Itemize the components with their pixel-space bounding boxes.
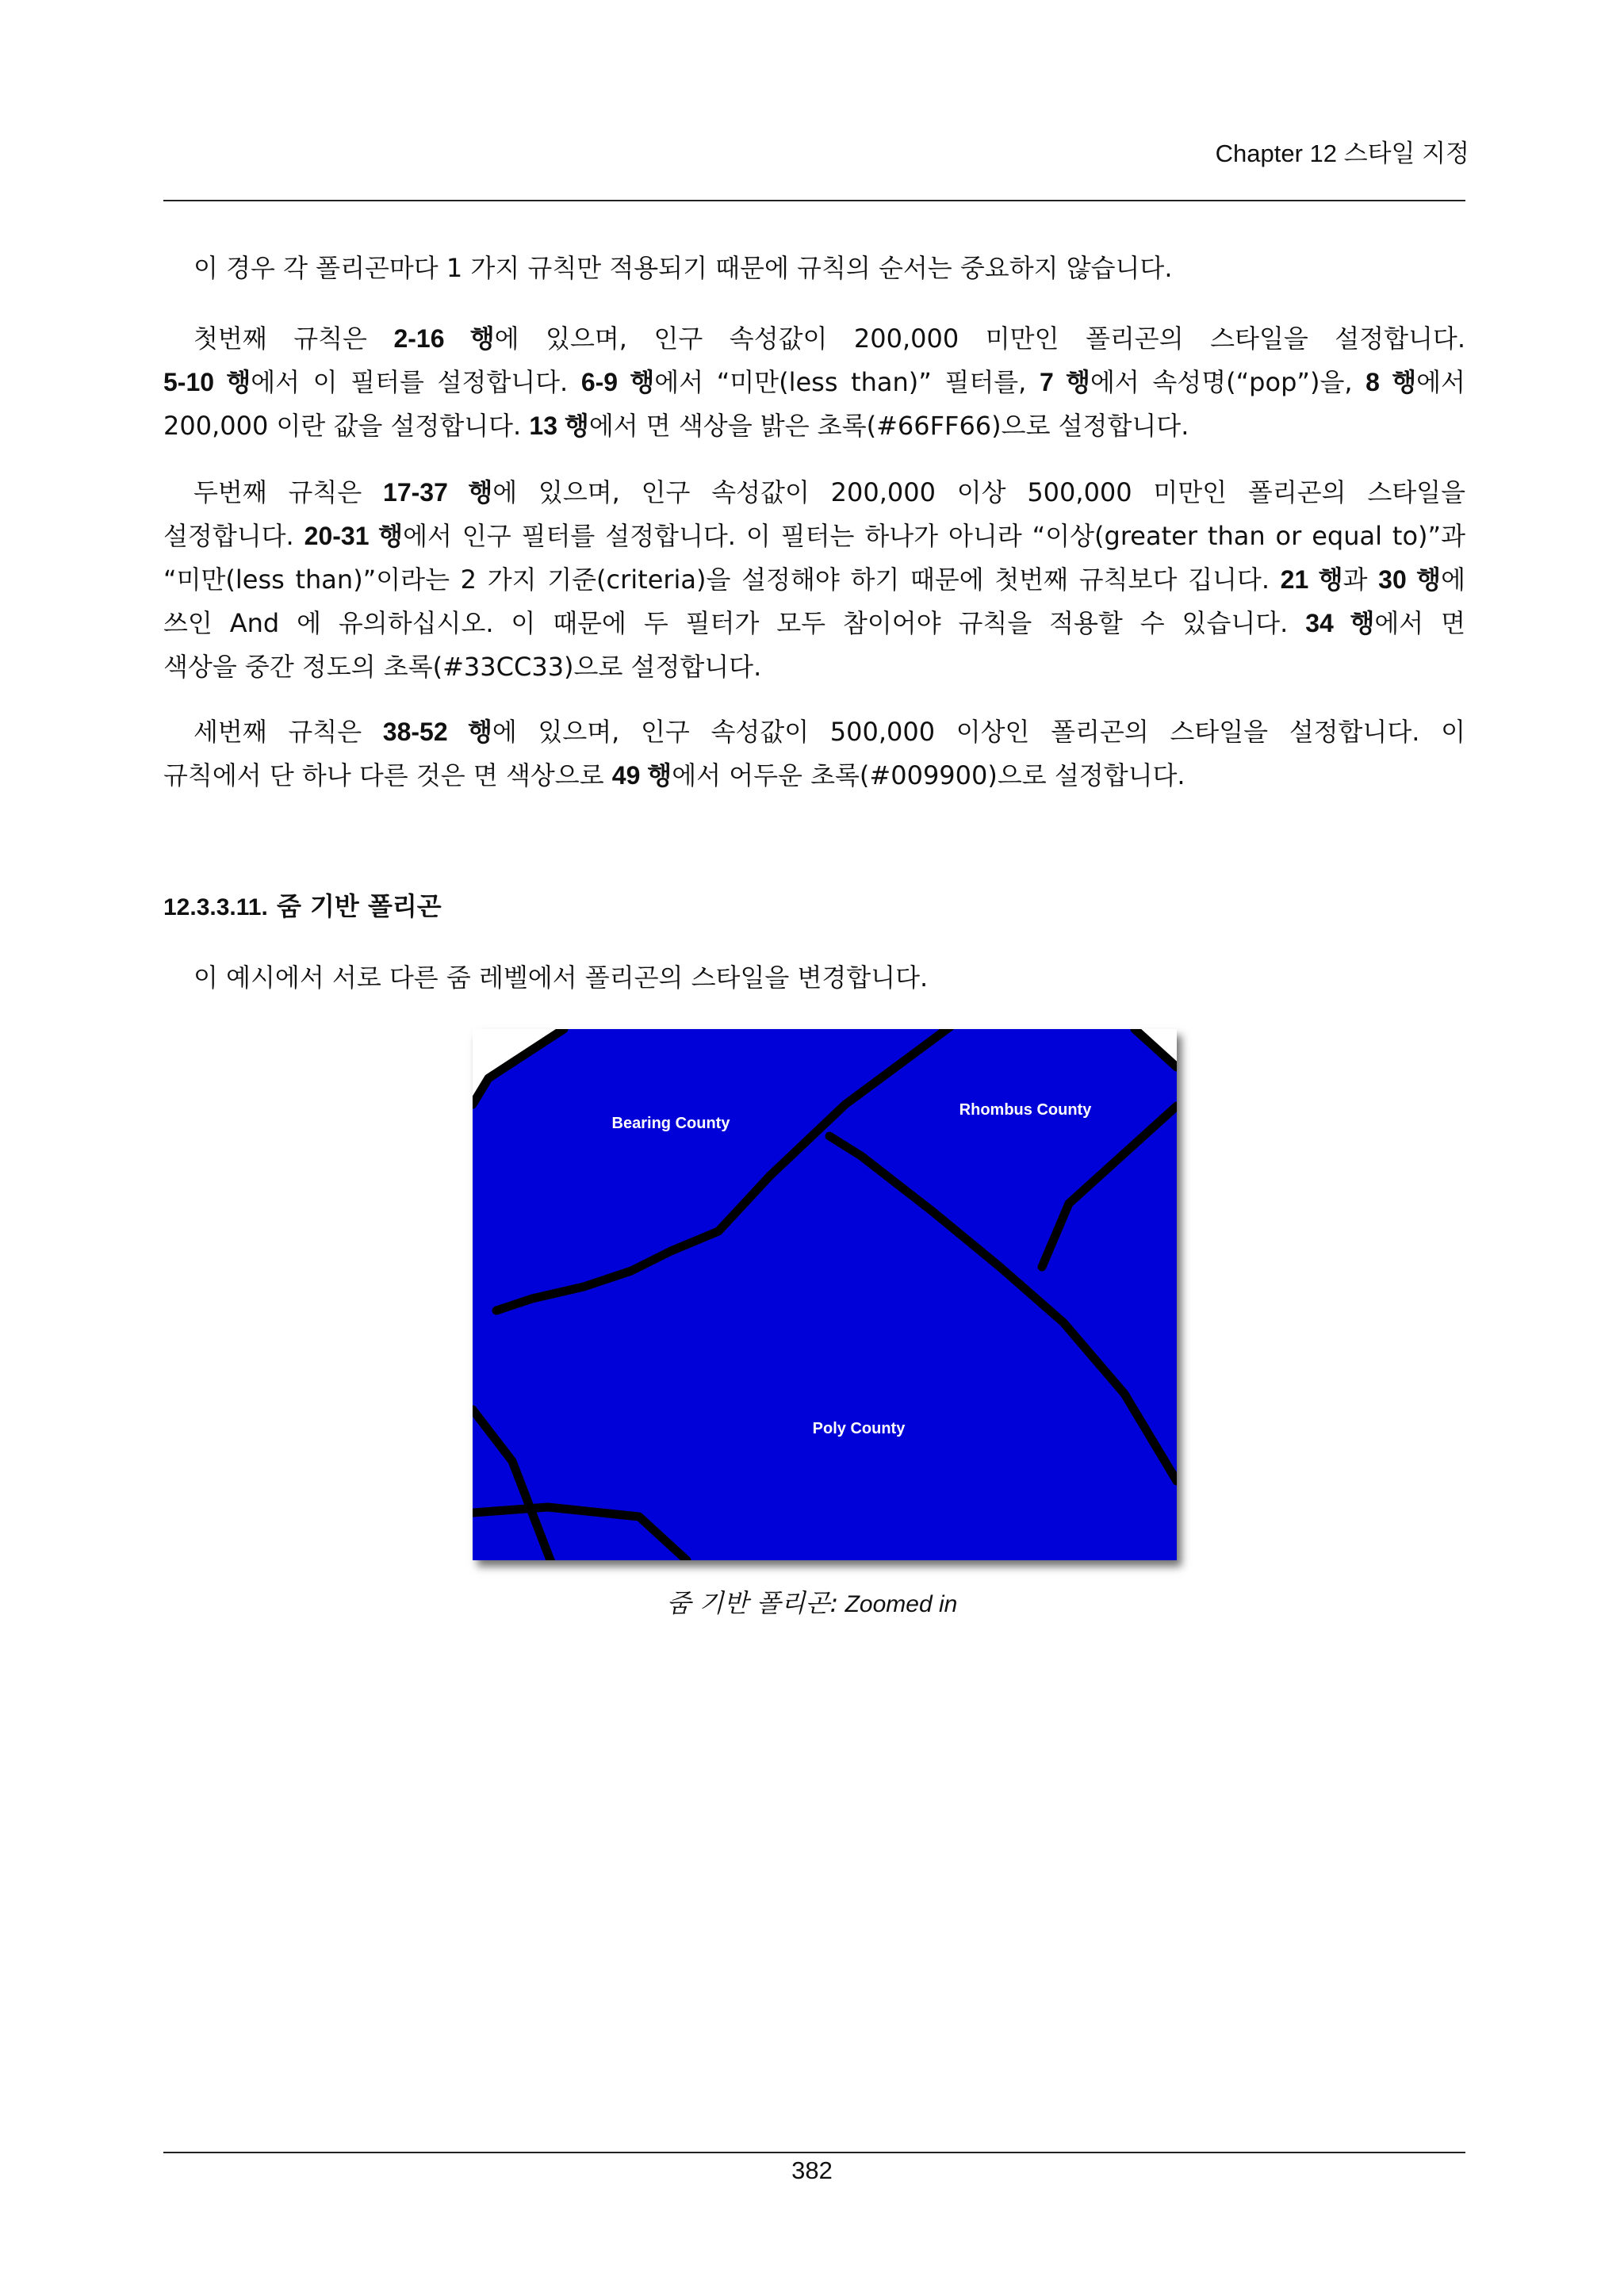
- bold-line-ref: 2-16 행: [393, 324, 495, 353]
- bold-line-ref: 5-10 행: [163, 368, 251, 396]
- paragraph-line: [163, 404, 1465, 448]
- paragraph-line: [163, 558, 1465, 602]
- paragraph-rule-order: [163, 247, 1465, 290]
- text-run: 설정합니다.: [163, 521, 304, 551]
- bold-line-ref: 21 행: [1280, 565, 1343, 594]
- footer-rule: [163, 2152, 1465, 2153]
- figure-caption: [0, 1583, 1624, 1620]
- text-run: 에서 면: [1374, 608, 1465, 638]
- text-run: 규칙에서 단 하나 다른 것은 면 색상으로: [163, 760, 612, 790]
- paragraph-zoom-intro: [163, 956, 1465, 1000]
- text-run: 에서: [1416, 367, 1465, 397]
- paragraph-line: [163, 515, 1465, 558]
- bold-line-ref: 7 행: [1039, 368, 1090, 396]
- bold-line-ref: 20-31 행: [304, 522, 404, 550]
- text-run: 에 있으며, 인구 속성값이 200,000 이상 500,000 미만인 폴리곤의 스타일을: [492, 477, 1465, 507]
- text-run: 에 있으며, 인구 속성값이 200,000 미만인 폴리곤의 스타일을 설정합니다.: [494, 323, 1465, 354]
- section-title: 줌 기반 폴리곤: [276, 891, 442, 921]
- header-rule: [163, 200, 1465, 201]
- bold-line-ref: 34 행: [1305, 609, 1375, 637]
- text-run: 200,000 이란 값을 설정합니다.: [163, 411, 530, 441]
- caption-english: Zoomed in: [838, 1591, 958, 1617]
- paragraph-line: [163, 317, 1465, 361]
- paragraph-line: [163, 361, 1465, 404]
- text-run: 에: [1441, 564, 1465, 595]
- paragraph-line: [163, 602, 1465, 645]
- paragraph-line: [163, 710, 1465, 754]
- map-figure: [473, 1029, 1177, 1560]
- section-number: 12.3.3.11.: [163, 894, 268, 920]
- text-run: 쓰인 And 에 유의하십시오. 이 때문에 두 필터가 모두 참이어야 규칙을 적용할 수 있습니다.: [163, 608, 1306, 638]
- paragraph-line: 이 경우 각 폴리곤마다 1 가지 규칙만 적용되기 때문에 규칙의 순서는 중요하지 않습니다.: [193, 253, 1173, 283]
- paragraph-third-rule: [163, 710, 1465, 798]
- label-rhombus-county: Rhombus County: [959, 1101, 1092, 1119]
- caption-korean: 줌 기반 폴리곤:: [666, 1588, 839, 1618]
- text-run: 두번째 규칙은: [193, 477, 384, 507]
- paragraph-line: [163, 471, 1465, 515]
- text-run: 에 있으며, 인구 속성값이 500,000 이상인 폴리곤의 스타일을 설정합니다. 이: [492, 717, 1465, 747]
- text-run: 과: [1342, 564, 1379, 595]
- text-run: 에서 면 색상을 밝은 초록(#66FF66)으로 설정합니다.: [588, 411, 1189, 441]
- bold-line-ref: 49 행: [611, 761, 672, 790]
- text-run: 에서 이 필터를 설정합니다.: [251, 367, 581, 397]
- bold-line-ref: 6-9 행: [580, 368, 655, 396]
- text-run: 세번째 규칙은: [193, 717, 383, 747]
- paragraph-first-rule: [163, 317, 1465, 448]
- map-canvas: [473, 1029, 1177, 1560]
- label-poly-county: Poly County: [812, 1420, 906, 1437]
- page-number: 382: [791, 2156, 833, 2184]
- paragraph-second-rule: [163, 471, 1465, 689]
- bold-line-ref: 13 행: [529, 411, 589, 440]
- text-run: “미만(less than)”이라는 2 가지 기준(criteria)을 설정해야 하기 때문에 첫번째 규칙보다 깁니다.: [163, 564, 1281, 595]
- text-run: 에서 속성명(“pop”)을,: [1090, 367, 1366, 397]
- chapter-header: Chapter 12 스타일 지정: [1215, 140, 1469, 167]
- text-run: 에서 어두운 초록(#009900)으로 설정합니다.: [672, 760, 1185, 790]
- paragraph-line: 색상을 중간 정도의 초록(#33CC33)으로 설정합니다.: [163, 652, 762, 682]
- bold-line-ref: 17-37 행: [383, 478, 493, 507]
- text-run: 에서 “미만(less than)” 필터를,: [654, 367, 1040, 397]
- section-heading: [163, 886, 442, 923]
- text-run: 에서 인구 필터를 설정합니다. 이 필터는 하나가 아니라 “이상(greater than or equal to)”과: [403, 521, 1465, 551]
- paragraph-line: [163, 754, 1465, 798]
- label-bearing-county: Bearing County: [611, 1115, 730, 1132]
- bold-line-ref: 8 행: [1365, 368, 1417, 396]
- bold-line-ref: 38-52 행: [382, 718, 492, 746]
- paragraph-line: 이 예시에서 서로 다른 줌 레벨에서 폴리곤의 스타일을 변경합니다.: [193, 962, 929, 993]
- bold-line-ref: 30 행: [1378, 565, 1442, 594]
- text-run: 첫번째 규칙은: [193, 323, 394, 354]
